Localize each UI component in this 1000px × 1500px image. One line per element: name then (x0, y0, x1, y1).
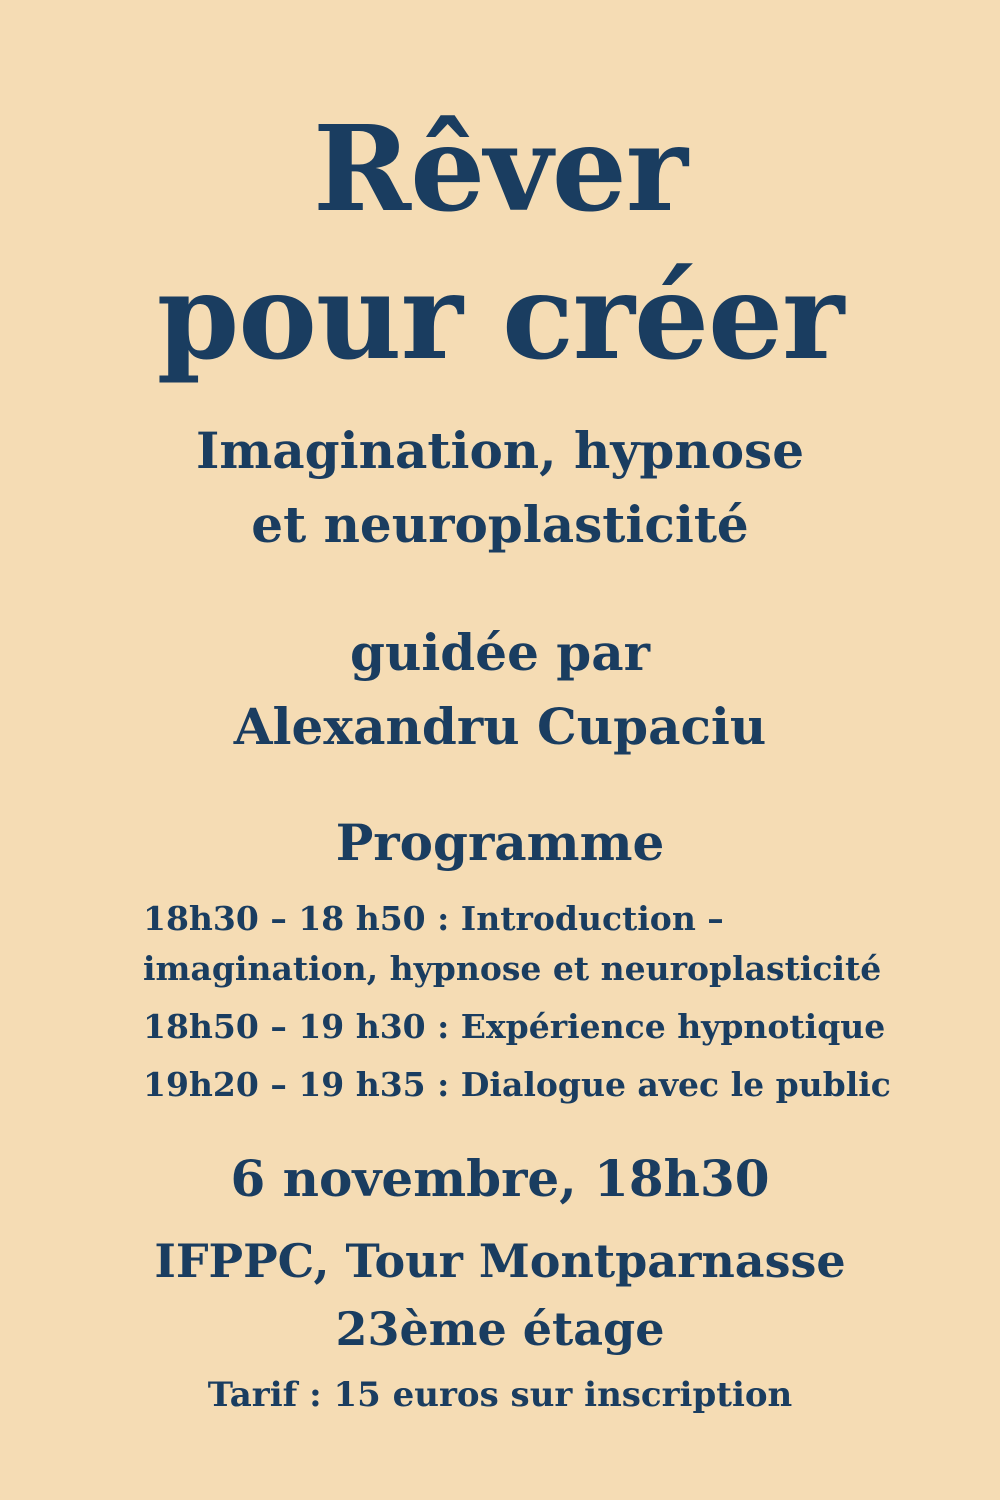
event-price: Tarif : 15 euros sur inscription (207, 1375, 793, 1415)
title-line-1: Rêver (313, 99, 687, 238)
guide-name: Alexandru Cupaciu (233, 697, 767, 756)
title-line-2: pour créer (156, 247, 844, 386)
programme-item-3: 19h20 – 19 h35 : Dialogue avec le public (143, 1065, 891, 1104)
programme-item-1-line-1: 18h30 – 18 h50 : Introduction – (143, 899, 724, 938)
programme-heading: Programme (335, 813, 665, 872)
event-floor: 23ème étage (335, 1302, 665, 1356)
event-venue: IFPPC, Tour Montparnasse (154, 1234, 846, 1288)
subtitle-line-2: et neuroplasticité (251, 495, 749, 554)
programme-item-2: 18h50 – 19 h30 : Expérience hypnotique (143, 1007, 886, 1046)
event-date: 6 novembre, 18h30 (230, 1149, 770, 1208)
guide-label: guidée par (350, 623, 650, 682)
programme-item-1-line-2: imagination, hypnose et neuroplasticité (143, 949, 882, 988)
subtitle-line-1: Imagination, hypnose (195, 421, 805, 480)
